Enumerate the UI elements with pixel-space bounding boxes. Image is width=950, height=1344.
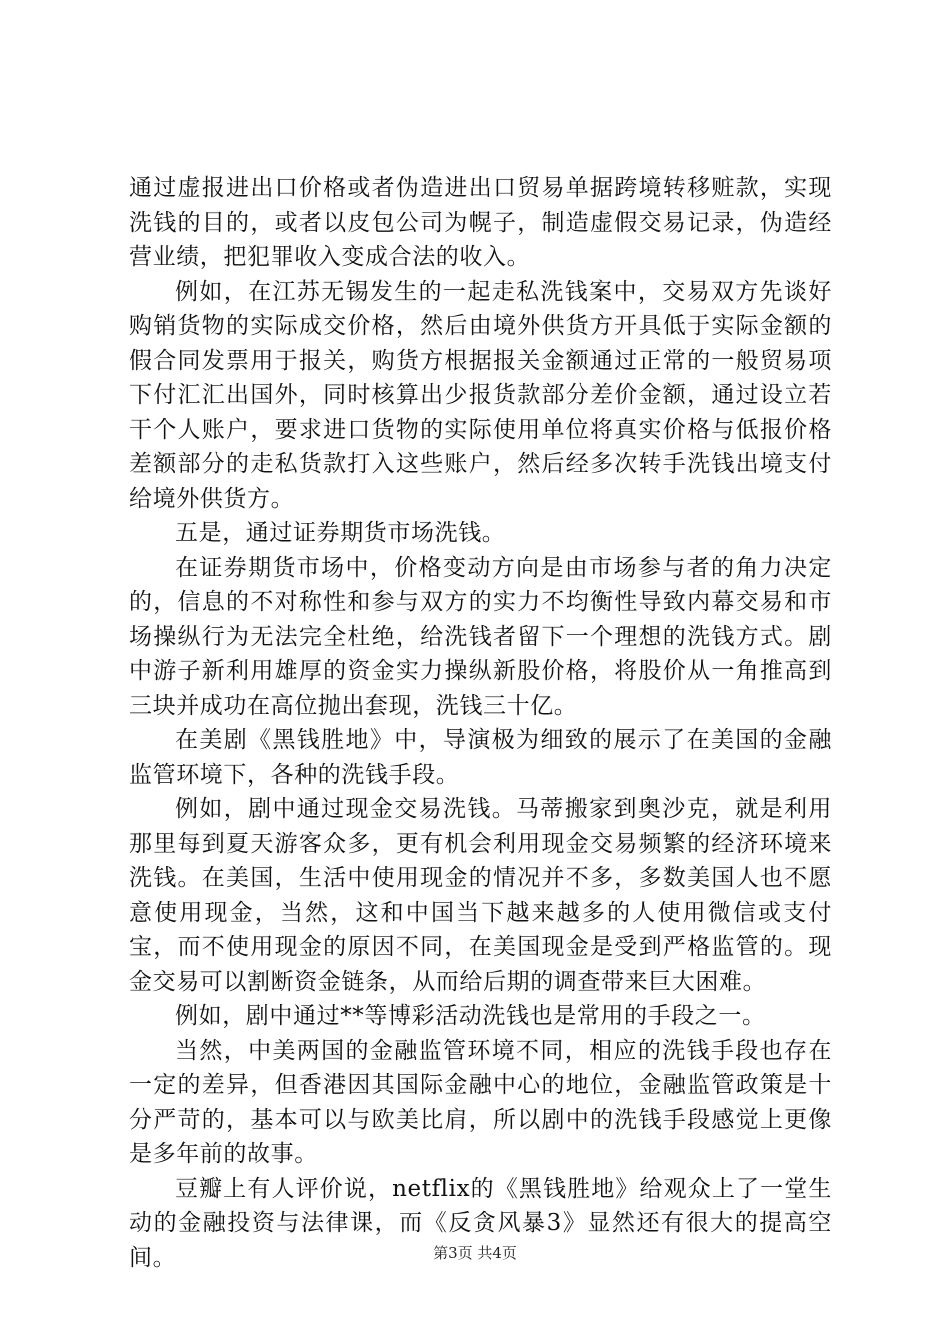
paragraph: 通过虚报进出口价格或者伪造进出口贸易单据跨境转移赃款，实现洗钱的目的，或者以皮包公司为幌子，制造虚假交易记录，伪造经营业绩，把犯罪收入变成合法的收入。 <box>129 175 832 270</box>
paragraph: 在证券期货市场中，价格变动方向是由市场参与者的角力决定的，信息的不对称性和参与双方的实力不均衡性导致内幕交易和市场操纵行为无法完全杜绝，给洗钱者留下一个理想的洗钱方式。剧中游子新利用雄厚的资金实力操纵新股价格，将股价从一角推高到三块并成功在高位抛出套现，洗钱三十亿。 <box>129 554 832 719</box>
paragraph: 当然，中美两国的金融监管环境不同，相应的洗钱手段也存在一定的差异，但香港因其国际金融中心的地位，金融监管政策是十分严苛的，基本可以与欧美比肩，所以剧中的洗钱手段感觉上更像是多年前的故事。 <box>129 1037 832 1167</box>
paragraph: 在美剧《黑钱胜地》中，导演极为细致的展示了在美国的金融监管环境下，各种的洗钱手段。 <box>129 727 832 788</box>
paragraph: 例如，剧中通过现金交易洗钱。马蒂搬家到奥沙克，就是利用那里每到夏天游客众多，更有机会利用现金交易频繁的经济环境来洗钱。在美国，生活中使用现金的情况并不多，多数美国人也不愿意使用现金，当然，这和中国当下越来越多的人使用微信或支付宝，而不使用现金的原因不同，在美国现金是受到严格监管的。现金交易可以割断资金链条，从而给后期的调查带来巨大困难。 <box>129 796 832 995</box>
paragraph: 豆瓣上有人评价说，netflix的《黑钱胜地》给观众上了一堂生动的金融投资与法律课，而《反贪风暴3》显然还有很大的提高空间。 <box>129 1175 832 1271</box>
body-text <box>129 171 832 1275</box>
page-number-footer: 第3页 共4页 <box>433 1244 517 1262</box>
paragraph: 例如，在江苏无锡发生的一起走私洗钱案中，交易双方先谈好购销货物的实际成交价格，然后由境外供货方开具低于实际金额的假合同发票用于报关，购货方根据报关金额通过正常的一般贸易项下付汇汇出国外，同时核算出少报货款部分差价金额，通过设立若干个人账户，要求进口货物的实际使用单位将真实价格与低报价格差额部分的走私货款打入这些账户，然后经多次转手洗钱出境支付给境外供货方。 <box>129 278 832 512</box>
paragraph: 例如，剧中通过**等博彩活动洗钱也是常用的手段之一。 <box>175 1003 766 1029</box>
paragraph: 五是，通过证券期货市场洗钱。 <box>175 520 506 546</box>
